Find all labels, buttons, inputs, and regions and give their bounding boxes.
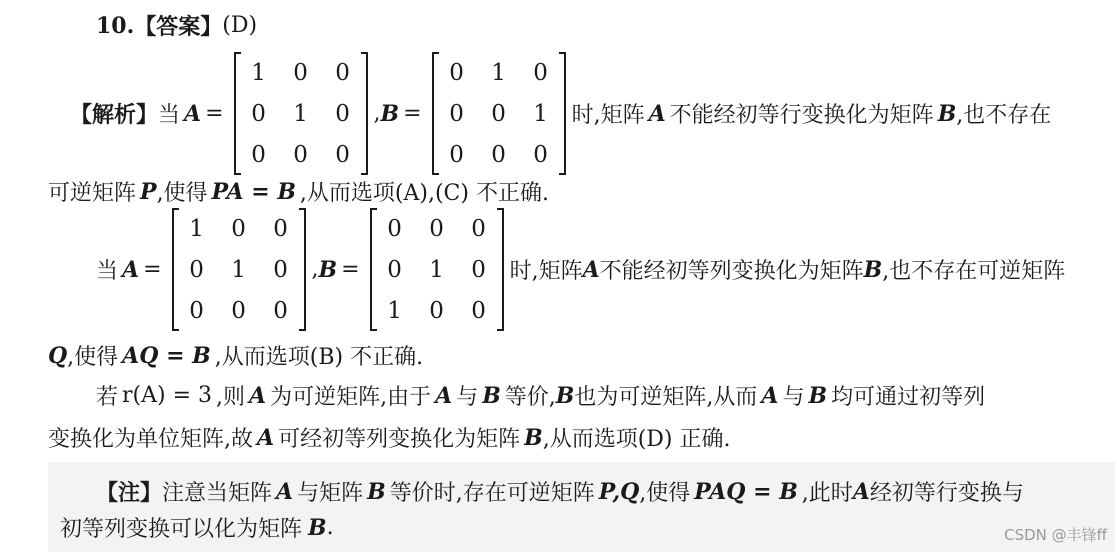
cell: 0 <box>471 297 486 324</box>
cell: 0 <box>273 256 288 283</box>
cell: 1 <box>387 297 402 324</box>
var-q: Q <box>48 342 68 369</box>
equals: = <box>341 257 360 282</box>
answer-choice: (D) <box>222 13 258 38</box>
question-number: 10. <box>96 12 135 39</box>
equals: = <box>403 101 422 126</box>
matrix-b-2 <box>370 208 504 331</box>
var-a: A <box>435 382 453 409</box>
cell: 0 <box>231 297 246 324</box>
text: 当 <box>96 259 119 284</box>
cell: 0 <box>471 256 486 283</box>
analysis-line-2 <box>48 176 549 207</box>
var-a: A <box>257 424 275 451</box>
text: 时,矩阵 <box>571 103 645 128</box>
cell: 0 <box>335 59 350 86</box>
cell: 1 <box>491 59 506 86</box>
text: 也为可逆矩阵,从而 <box>574 385 758 410</box>
text: ,从而选项(B) 不正确. <box>214 345 424 370</box>
text: ,则 <box>216 385 246 410</box>
var-a: A <box>582 256 600 283</box>
analysis-line-5 <box>96 380 985 411</box>
cell: 0 <box>449 100 464 127</box>
text: ,使得 <box>639 481 691 506</box>
var-b: B <box>308 514 327 541</box>
text: 均可通过初等列 <box>831 385 986 410</box>
var-b: B <box>524 424 543 451</box>
cell: 0 <box>251 100 266 127</box>
answer-label: 【答案】 <box>134 14 223 40</box>
var-a: A <box>184 100 202 127</box>
var-b: B <box>482 382 501 409</box>
text: 时,矩阵 <box>509 259 583 284</box>
note-label: 【注】 <box>96 480 163 506</box>
var-b: B <box>380 100 400 127</box>
text: 当 <box>158 103 181 128</box>
watermark: CSDN @丰锋ff <box>1004 526 1107 544</box>
matrix-a-2 <box>172 208 306 331</box>
note-line-2 <box>60 512 334 543</box>
cell: 0 <box>491 100 506 127</box>
cell: 0 <box>189 297 204 324</box>
cell: 0 <box>293 59 308 86</box>
text: 经初等行变换与 <box>869 481 1024 506</box>
matrix-a-1 <box>234 52 368 175</box>
var-p: P <box>140 178 157 205</box>
cell: 0 <box>491 141 506 168</box>
text: 为可逆矩阵,由于 <box>270 385 432 410</box>
cell: 0 <box>293 141 308 168</box>
equals: = <box>143 257 162 282</box>
text: 与 <box>782 385 805 410</box>
cell: 1 <box>251 59 266 86</box>
analysis-line-4 <box>48 340 423 371</box>
equals: = <box>205 101 224 126</box>
cell: 0 <box>471 215 486 242</box>
text: ,此时 <box>801 481 853 506</box>
text: 等价时,存在可逆矩阵 <box>389 481 595 506</box>
var-b: B <box>318 256 338 283</box>
analysis-line-6 <box>48 422 731 453</box>
var-a: A <box>249 382 267 409</box>
analysis-label: 【解析】 <box>70 102 159 128</box>
cell: 0 <box>533 141 548 168</box>
cell: 1 <box>231 256 246 283</box>
text: 若 <box>96 385 119 410</box>
cell: 0 <box>231 215 246 242</box>
cell: 0 <box>449 59 464 86</box>
equation-paq-b: PAQ = B <box>694 478 798 505</box>
text: 与矩阵 <box>297 481 364 506</box>
var-a: A <box>852 478 870 505</box>
cell: 1 <box>533 100 548 127</box>
cell: 0 <box>335 141 350 168</box>
cell: 0 <box>335 100 350 127</box>
text: ,使得 <box>67 345 119 370</box>
cell: 1 <box>293 100 308 127</box>
text: 可经初等列变换化为矩阵 <box>278 427 521 452</box>
cell: 0 <box>533 59 548 86</box>
comma: , <box>311 257 319 282</box>
text: ,从而选项(A),(C) 不正确. <box>299 181 549 206</box>
var-a: A <box>761 382 779 409</box>
text: 与 <box>456 385 479 410</box>
var-a: A <box>276 478 294 505</box>
comma: , <box>373 101 381 126</box>
cell: 0 <box>251 141 266 168</box>
var-b: B <box>808 382 828 409</box>
var-b: B <box>937 100 957 127</box>
cell: 0 <box>273 215 288 242</box>
analysis-line-3 <box>96 208 1065 331</box>
cell: 1 <box>189 215 204 242</box>
text: ,使得 <box>156 181 208 206</box>
text: 可逆矩阵 <box>48 181 137 206</box>
cell: 0 <box>429 297 444 324</box>
note-line-1 <box>96 476 1024 507</box>
analysis-line-1 <box>70 52 1051 175</box>
var-a: A <box>648 100 666 127</box>
answer-header <box>96 10 257 41</box>
text: ,从而选项(D) 正确. <box>542 427 731 452</box>
text: 不能经初等行变换化为矩阵 <box>669 103 934 128</box>
var-pq: P,Q <box>598 478 640 505</box>
text: ,也不存在可逆矩阵 <box>882 259 1066 284</box>
var-b: B <box>555 382 575 409</box>
cell: 0 <box>273 297 288 324</box>
text: 变换化为单位矩阵,故 <box>48 427 253 452</box>
var-a: A <box>122 256 140 283</box>
rank-equation: r(A) = 3 <box>122 383 213 408</box>
text: . <box>326 515 334 540</box>
var-b: B <box>863 256 883 283</box>
text: 不能经初等列变换化为矩阵 <box>599 259 864 284</box>
text: 初等列变换可以化为矩阵 <box>60 517 303 542</box>
var-b: B <box>367 478 386 505</box>
text: 注意当矩阵 <box>162 481 273 506</box>
cell: 0 <box>429 215 444 242</box>
cell: 0 <box>449 141 464 168</box>
equation-aq-b: AQ = B <box>122 342 211 369</box>
text: ,也不存在 <box>956 103 1052 128</box>
cell: 1 <box>429 256 444 283</box>
cell: 0 <box>387 215 402 242</box>
cell: 0 <box>387 256 402 283</box>
cell: 0 <box>189 256 204 283</box>
matrix-b-1 <box>432 52 566 175</box>
equation-pa-b: PA = B <box>211 178 296 205</box>
text: 等价, <box>504 385 556 410</box>
